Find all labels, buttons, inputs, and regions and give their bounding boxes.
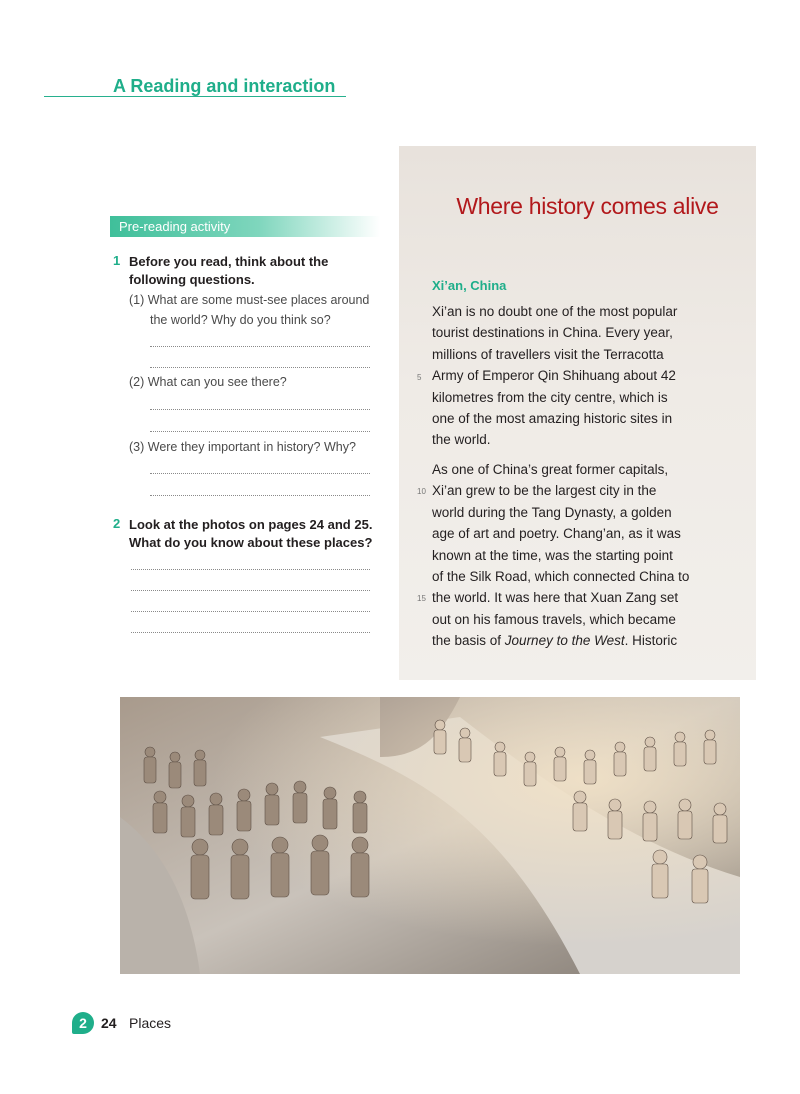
sub-question-3-line1: (3) Were they important in history? Why?: [129, 440, 356, 454]
line-number: 15: [417, 594, 426, 603]
unit-badge: 2: [72, 1012, 94, 1034]
article-line: the world. It was here that Xuan Zang set: [432, 590, 679, 606]
answer-line[interactable]: [131, 590, 370, 591]
pre-reading-label-text: Pre-reading activity: [119, 219, 231, 234]
sub-question-1-line2: the world? Why do you think so?: [150, 313, 331, 327]
answer-line[interactable]: [131, 632, 370, 633]
answer-line[interactable]: [150, 431, 370, 432]
article-text: . Historic: [624, 633, 678, 649]
answer-line[interactable]: [150, 409, 370, 410]
article-text: the basis of: [432, 633, 505, 649]
answer-line[interactable]: [131, 611, 370, 612]
terracotta-army-illustration: [120, 697, 740, 974]
answer-line[interactable]: [150, 473, 370, 474]
article-line: the world.: [432, 432, 491, 448]
question-2-number: 2: [113, 516, 121, 531]
unit-title: Places: [129, 1015, 172, 1031]
question-1-line2: following questions.: [129, 272, 255, 287]
article-title: Where history comes alive: [456, 193, 719, 219]
line-number: 5: [417, 373, 422, 382]
article-line: age of art and poetry. Chang’an, as it was: [432, 526, 681, 542]
section-rule: [44, 96, 346, 97]
article-line: kilometres from the city centre, which is: [432, 389, 668, 405]
article-line: Xi’an grew to be the largest city in the: [432, 483, 657, 499]
article-subhead: Xi’an, China: [432, 278, 507, 293]
pre-reading-label: [110, 216, 380, 237]
article-line: out on his famous travels, which became: [432, 611, 676, 627]
section-title: A Reading and interaction: [113, 76, 336, 96]
article-line: millions of travellers visit the Terracotta: [432, 346, 664, 362]
article-line: As one of China’s great former capitals,: [432, 462, 669, 477]
article-line: known at the time, was the starting point: [432, 547, 673, 563]
article-line: Army of Emperor Qin Shihuang about 42: [432, 368, 676, 384]
answer-line[interactable]: [150, 495, 370, 496]
sub-question-1-line1: (1) What are some must-see places around: [129, 293, 370, 307]
sub-question-2-line1: (2) What can you see there?: [129, 375, 287, 389]
article-paragraph-2: [432, 459, 732, 652]
article-line: tourist destinations in China. Every year,: [432, 325, 673, 341]
terracotta-army-photo: [120, 697, 740, 974]
question-2-line2: What do you know about these places?: [129, 535, 373, 550]
answer-line[interactable]: [150, 367, 370, 368]
question-2-line1: Look at the photos on pages 24 and 25.: [129, 517, 373, 532]
article-line: of the Silk Road, which connected China to: [432, 569, 690, 585]
question-1-line1: Before you read, think about the: [129, 254, 329, 269]
book-title: Journey to the West: [504, 633, 625, 649]
article-paragraph-1: [432, 301, 732, 451]
article-line: [432, 630, 732, 651]
article-line: Xi’an is no doubt one of the most popular: [432, 304, 678, 319]
article-line: one of the most amazing historic sites in: [432, 411, 673, 427]
article-line: world during the Tang Dynasty, a golden: [432, 504, 672, 520]
article-panel: [399, 146, 756, 680]
line-number: 10: [417, 487, 426, 496]
answer-line[interactable]: [131, 569, 370, 570]
answer-line[interactable]: [150, 346, 370, 347]
question-1-number: 1: [113, 253, 121, 268]
page-number: 24: [101, 1015, 117, 1031]
